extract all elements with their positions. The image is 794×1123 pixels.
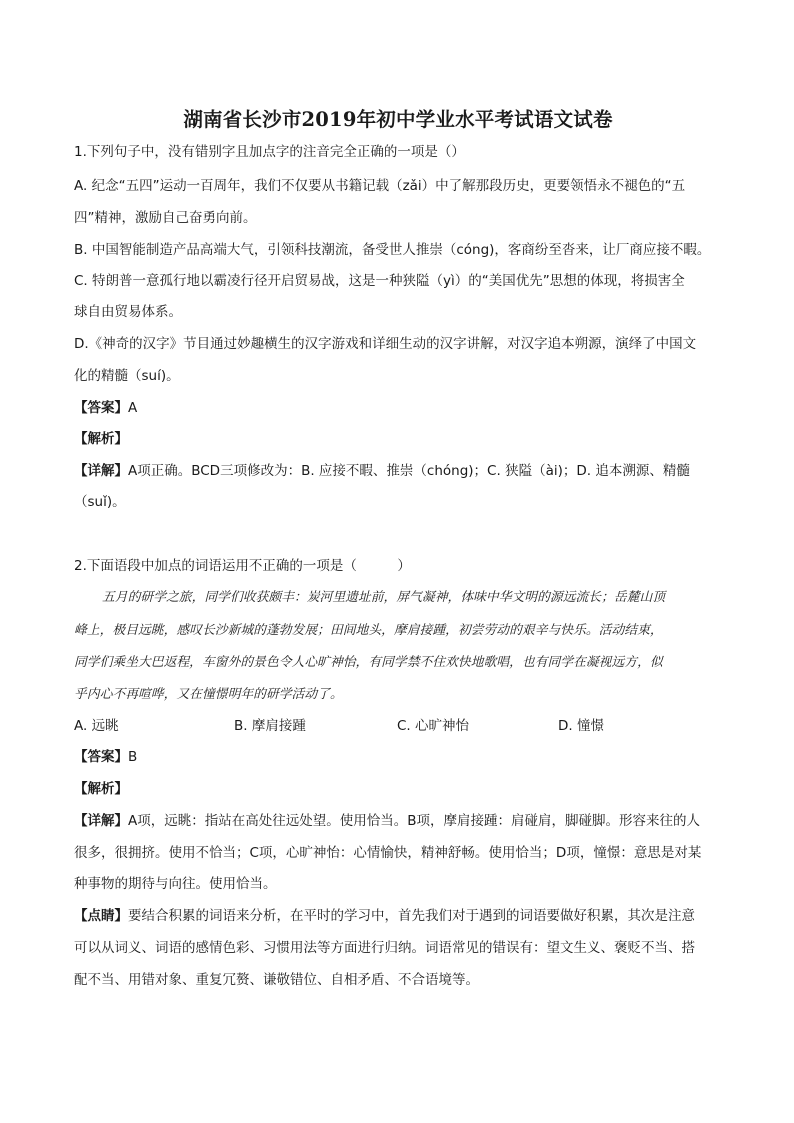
q1-option-d-line2: 化的精髓（suí)。 [74, 368, 180, 384]
q1-option-c-line1: C. 特朗普一意孤行地以霸凌行径开启贸易战，这是一种狭隘（yì）的“美国优先”思想的体现，将损害全 [74, 273, 685, 289]
q1-stem: 1.下列句子中，没有错别字且加点字的注音完全正确的一项是（） [74, 144, 465, 160]
q2-option-d: D. 憧憬 [558, 718, 604, 734]
q2-tip-line3: 配不当、用错对象、重复冗赘、谦敬错位、自相矛盾、不合语境等。 [74, 972, 479, 988]
q1-option-d-line1: D.《神奇的汉字》节目通过妙趣横生的汉字游戏和详细生动的汉字讲解，对汉字追本朔源，演绎了中国文 [74, 336, 697, 352]
q2-option-b: B. 摩肩接踵 [234, 718, 306, 734]
detail-text: A项，远眺：指站在高处往远处望。使用恰当。B项，摩肩接踵：肩碰肩，脚碰脚。形容来往的人 [128, 813, 700, 829]
q1-detail-line1 [74, 461, 690, 481]
q2-tip-line2: 可以从词义、词语的感情色彩、习惯用法等方面进行归纳。词语常见的错误有：望文生义、褒贬不当、搭 [74, 940, 695, 956]
q2-passage-line1: 五月的研学之旅，同学们收获颇丰：炭河里遗址前，屏气凝神，体味中华文明的源远流长；岳麓山顶 [102, 590, 666, 605]
q1-detail-line2: （suǐ)。 [74, 494, 126, 510]
analysis-label: 【解析】 [74, 431, 128, 447]
q2-passage-line4: 乎内心不再喧哗，又在憧憬明年的研学活动了。 [74, 687, 343, 702]
detail-label: 【详解】 [74, 463, 128, 479]
answer-value: A [128, 400, 138, 416]
answer-value: B [128, 749, 138, 765]
q2-passage-line3: 同学们乘坐大巴返程，车窗外的景色令人心旷神怡，有同学禁不住欢快地歌唱，也有同学在凝视远方，似 [74, 655, 663, 670]
q2-answer [74, 747, 137, 767]
tip-text: 要结合积累的词语来分析，在平时的学习中，首先我们对于遇到的词语要做好积累，其次是注意 [128, 908, 695, 924]
q2-stem: 2.下面语段中加点的词语运用不正确的一项是（ ） [74, 558, 411, 574]
q2-detail-line1 [74, 811, 700, 831]
q1-option-a-line2: 四”精神，激励自己奋勇向前。 [74, 210, 257, 226]
q2-passage-line2: 峰上，极目远眺，感叹长沙新城的蓬勃发展；田间地头，摩肩接踵，初尝劳动的艰辛与快乐。活动结束， [74, 623, 663, 638]
q2-detail-line2: 很多，很拥挤。使用不恰当；C项，心旷神怡：心情愉快，精神舒畅。使用恰当；D项，憧憬：意思是对某 [74, 845, 702, 861]
analysis-label: 【解析】 [74, 781, 128, 797]
q1-option-b: B. 中国智能制造产品高端大气，引领科技潮流，备受世人推崇（cóng)，客商纷至沓来，让厂商应接不暇。 [74, 242, 711, 258]
q1-option-c-line2: 球自由贸易体系。 [74, 304, 182, 320]
document-title: 湖南省长沙市2019年初中学业水平考试语文试卷 [183, 108, 613, 131]
q1-option-a-line1: A. 纪念“五四”运动一百周年，我们不仅要从书籍记载（zǎi）中了解那段历史，更要领悟永不褪色的“五 [74, 178, 686, 194]
q2-option-c: C. 心旷神怡 [397, 718, 470, 734]
answer-label: 【答案】 [74, 749, 128, 765]
q2-analysis-label [74, 779, 128, 799]
answer-label: 【答案】 [74, 400, 128, 416]
q2-option-a: A. 远眺 [74, 718, 119, 734]
q2-tip-line1 [74, 906, 695, 926]
q1-analysis-label [74, 429, 128, 449]
q2-detail-line3: 种事物的期待与向往。使用恰当。 [74, 876, 277, 892]
q1-answer [74, 398, 137, 418]
detail-text: A项正确。BCD三项修改为：B. 应接不暇、推崇（chóng)；C. 狭隘（ài)；D. 追本溯源、精髓 [128, 463, 690, 479]
tip-label: 【点睛】 [74, 908, 128, 924]
detail-label: 【详解】 [74, 813, 128, 829]
